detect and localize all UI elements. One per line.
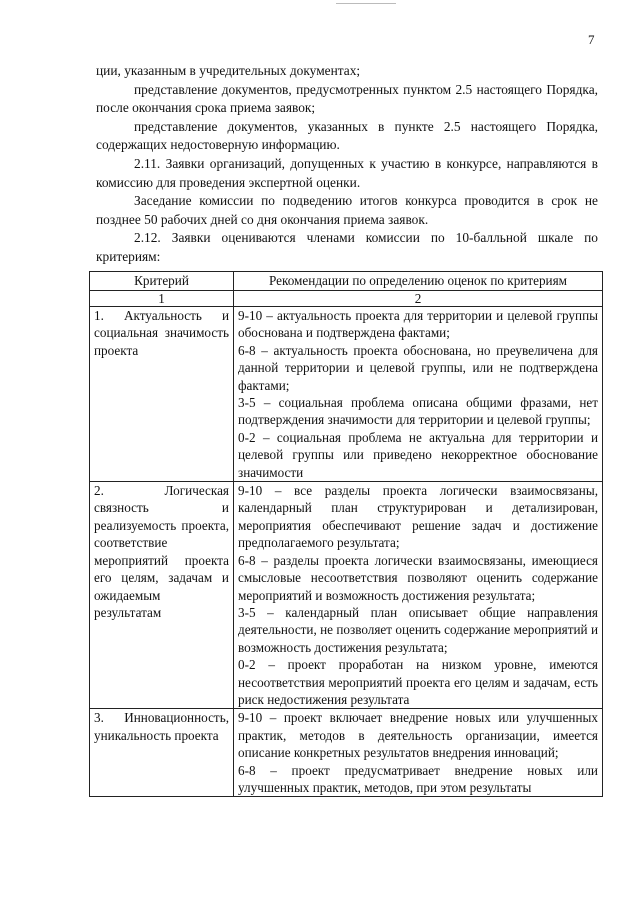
score-item: 6-8 – актуальность проекта обоснована, но преувеличена для данной территории и целевой группы, или не подтверждена фактами; [238,342,598,393]
table-row [90,709,603,797]
score-item: 3-5 – календарный план описывает общие направления деятельности, не позволяет оценить содержание мероприятий и возможность достижения результата; [238,604,598,655]
table-row [90,482,603,709]
score-item: 9-10 – актуальность проекта для территории и целевой группы обоснована и подтверждена фактами; [238,308,598,341]
column-number: 1 [90,291,234,307]
paragraph: Заседание комиссии по подведению итогов конкурса проводится в срок не позднее 50 рабочих дней со дня окончания приема заявок. [96,193,598,227]
score-item: 6-8 – разделы проекта логически взаимосвязаны, имеющиеся смысловые несоответствия позволяют оценить содержание мероприятий и возможность достижения результата; [238,552,598,603]
paragraph: представление документов, предусмотренных пунктом 2.5 настоящего Порядка, после окончания срока приема заявок; [96,81,598,116]
criterion-cell: 3. Инновационность, уникальность проекта [90,709,234,797]
score-item: 3-5 – социальная проблема описана общими фразами, нет подтверждения значимости для территории и целевой группы; [238,395,598,428]
recommendation-cell [234,307,603,482]
score-item: 0-2 – социальная проблема не актуальна для территории и целевой группы или приведено некорректное обоснование значимости [238,429,598,480]
score-item: 9-10 – все разделы проекта логически взаимосвязаны, календарный план структурирован и детализирован, мероприятия обеспечивают решение задач и достижение предполагаемого результата; [238,483,598,551]
column-number-row [90,291,603,307]
page-number: 7 [588,32,595,47]
recommendation-cell [234,482,603,709]
column-number: 2 [234,291,603,307]
score-item: 6-8 – проект предусматривает внедрение новых или улучшенных практик, методов, при этом результаты [238,762,598,795]
paragraph: представление документов, указанных в пункте 2.5 настоящего Порядка, содержащих недостоверную информацию. [96,118,598,153]
paragraph: 2.12. Заявки оцениваются членами комиссии по 10-балльной шкале по критериям: [96,230,598,264]
body-text [96,62,598,267]
paragraph: 2.11. Заявки организаций, допущенных к участию в конкурсе, направляются в комиссию для проведения экспертной оценки. [96,155,598,190]
recommendation-cell [234,709,603,797]
criterion-cell: 2. Логическая связность и реализуемость проекта, соответствие мероприятий проекта его целям, задачам и ожидаемым результатам [90,482,234,709]
table-header-row [90,272,603,291]
table-row [90,307,603,482]
column-header: Рекомендации по определению оценок по критериям [234,272,603,291]
criterion-cell: 1. Актуальность и социальная значимость проекта [90,307,234,482]
score-item: 0-2 – проект проработан на низком уровне, имеются несоответствия мероприятий проекта его целям и задачам, есть риск недостижения результата [238,657,598,707]
top-edge-line [336,3,396,4]
paragraph: ции, указанным в учредительных документах; [96,63,361,78]
score-item: 9-10 – проект включает внедрение новых или улучшенных практик, методов в деятельность организации, имеется описание конкретных результатов внедрения инноваций; [238,710,598,761]
criteria-table [89,271,603,797]
column-header: Критерий [90,272,234,291]
